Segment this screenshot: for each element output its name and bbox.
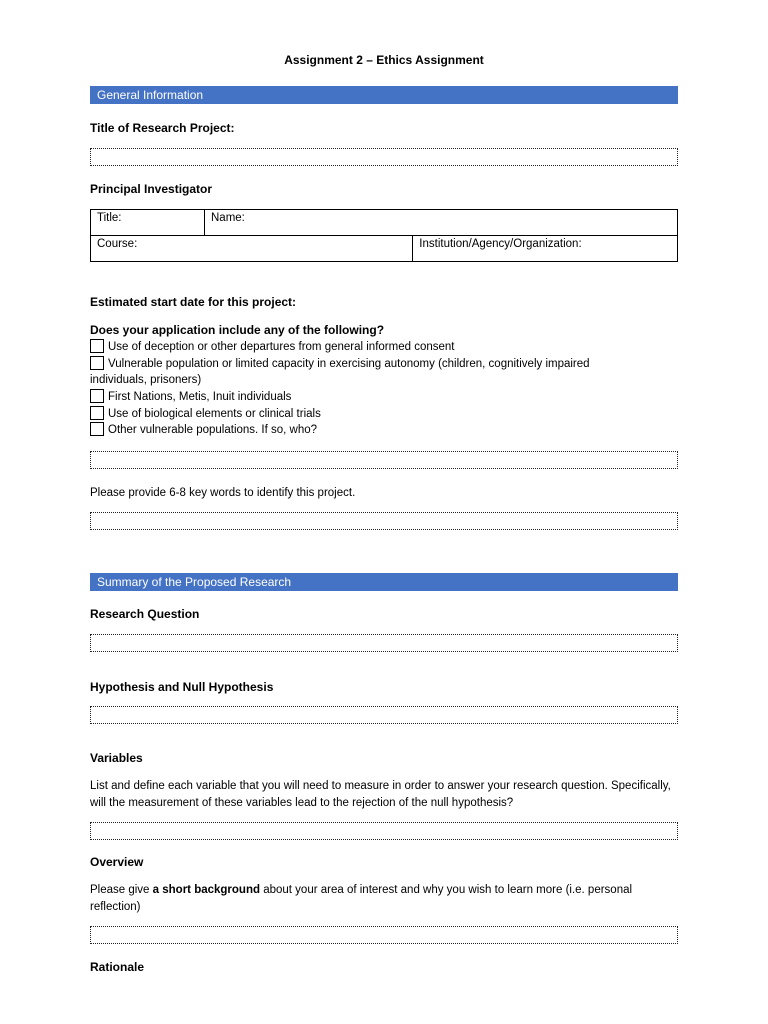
pi-institution-label: Institution/Agency/Organization:: [419, 238, 582, 250]
rationale-label: Rationale: [90, 960, 145, 974]
pi-name-cell[interactable]: [205, 210, 678, 236]
overview-text-post: about your area of interest and why you wish to learn more (i.e. personal reflection): [90, 884, 633, 913]
checkbox[interactable]: [90, 422, 104, 436]
research-title-field[interactable]: [90, 148, 678, 166]
pi-course-cell[interactable]: [91, 236, 413, 262]
checklist-label: First Nations, Metis, Inuit individuals: [108, 391, 292, 403]
pi-title-label: Title:: [97, 212, 122, 224]
pi-table: [90, 209, 678, 262]
checkbox[interactable]: [90, 406, 104, 420]
checkbox[interactable]: [90, 356, 104, 370]
overview-text-bold: a short background: [152, 884, 261, 896]
checkbox[interactable]: [90, 389, 104, 403]
checklist-label: Use of deception or other departures from general informed consent: [108, 341, 455, 353]
pi-course-label: Course:: [97, 238, 138, 250]
variables-label: Variables: [90, 751, 143, 765]
checklist-item: [90, 389, 678, 405]
pi-label: Principal Investigator: [90, 182, 213, 196]
overview-text-pre: Please give: [90, 884, 153, 896]
checklist-item-wrap: individuals, prisoners): [90, 374, 202, 386]
pi-institution-cell[interactable]: [413, 236, 678, 262]
overview-text: [90, 882, 678, 916]
research-title-label: Title of Research Project:: [90, 121, 235, 135]
application-label: Does your application include any of the following?: [90, 323, 385, 337]
checklist-item: [90, 339, 678, 355]
document-title: Assignment 2 – Ethics Assignment: [284, 53, 484, 67]
keywords-prompt: Please provide 6-8 key words to identify this project.: [90, 487, 356, 499]
variables-text: List and define each variable that you will need to measure in order to answer your research question. Specifically, will the measurement of these variables lead to the rejection of the null hypothesis?: [90, 780, 671, 809]
hypothesis-field[interactable]: [90, 706, 678, 724]
overview-label: Overview: [90, 855, 144, 869]
keywords-field[interactable]: [90, 512, 678, 530]
checkbox[interactable]: [90, 339, 104, 353]
pi-title-cell[interactable]: [91, 210, 205, 236]
research-question-label: Research Question: [90, 607, 200, 621]
checklist-item: [90, 422, 678, 438]
variables-field[interactable]: [90, 822, 678, 840]
checklist-label: Vulnerable population or limited capacity in exercising autonomy (children, cognitively impaired: [108, 358, 590, 370]
hypothesis-label: Hypothesis and Null Hypothesis: [90, 680, 274, 694]
checklist-label: Other vulnerable populations. If so, who?: [108, 424, 318, 436]
research-question-field[interactable]: [90, 634, 678, 652]
overview-field[interactable]: [90, 926, 678, 944]
checklist-label: Use of biological elements or clinical trials: [108, 408, 321, 420]
pi-name-label: Name:: [211, 212, 245, 224]
section-header-summary: Summary of the Proposed Research: [90, 573, 678, 591]
checklist-item: [90, 356, 678, 372]
vulnerable-populations-field[interactable]: [90, 451, 678, 469]
start-date-label: Estimated start date for this project:: [90, 295, 297, 309]
section-header-general: General Information: [90, 86, 678, 104]
checklist-item: [90, 406, 678, 422]
